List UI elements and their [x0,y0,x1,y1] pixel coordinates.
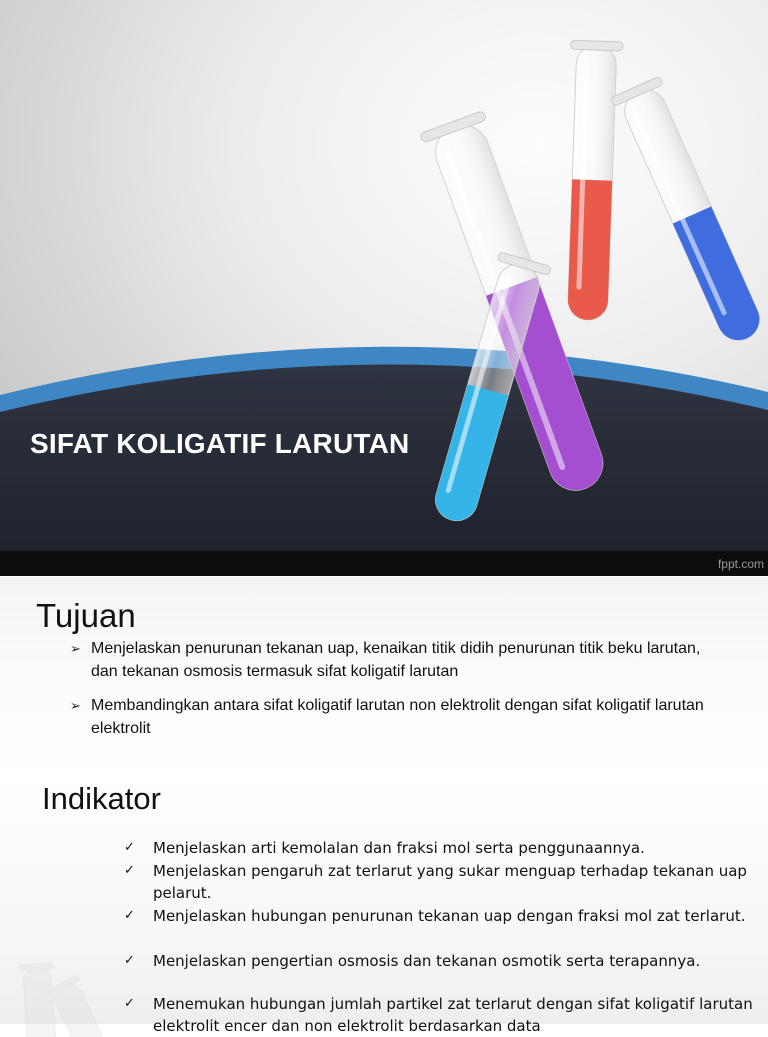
checkmark-bullet-icon: ✓ [124,908,135,923]
indikator-item [124,905,754,927]
checkmark-bullet-icon: ✓ [124,996,135,1011]
tujuan-item-text: Menjelaskan penurunan tekanan uap, kenaikan titik didih penurunan titik beku larutan, dan tekanan osmosis termasuk sifat koligatif larutan [91,640,701,680]
slide-title: SIFAT KOLIGATIF LARUTAN [30,428,410,459]
red-test-tube [561,40,623,321]
tujuan-item [70,694,730,740]
arrow-bullet-icon: ➢ [70,698,81,713]
blue-test-tube [610,76,768,349]
tujuan-item-text: Membandingkan antara sifat koligatif larutan non elektrolit dengan sifat koligatif larutan elektrolit [91,697,704,737]
indikator-item-text: Menjelaskan arti kemolalan dan fraksi mol serta penggunaannya. [153,839,645,857]
indikator-heading: Indikator [42,781,161,816]
checkmark-bullet-icon: ✓ [124,840,135,855]
indikator-item [124,837,754,859]
footer-credit: fppt.com [717,557,764,571]
content-slide [0,577,768,1035]
indikator-item-text: Menjelaskan pengaruh zat terlarut yang sukar menguap terhadap tekanan uap pelarut. [153,862,747,902]
indikator-item-text: Menemukan hubungan jumlah partikel zat terlarut dengan sifat koligatif larutan elektrolit encer dan non elektrolit berdasarkan data [153,995,753,1035]
footer-bar [0,551,768,576]
indikator-item-text: Menjelaskan pengertian osmosis dan tekanan osmotik serta terapannya. [153,952,701,970]
indikator-item [124,860,754,904]
dark-panel [0,364,768,576]
checkmark-bullet-icon: ✓ [124,953,135,968]
indikator-item [124,993,754,1037]
checkmark-bullet-icon: ✓ [124,863,135,878]
tujuan-item [70,637,730,683]
arrow-bullet-icon: ➢ [70,641,81,656]
indikator-item-text: Menjelaskan hubungan penurunan tekanan uap dengan fraksi mol zat terlarut. [153,907,746,925]
tujuan-heading: Tujuan [36,597,136,634]
indikator-item [124,950,754,972]
